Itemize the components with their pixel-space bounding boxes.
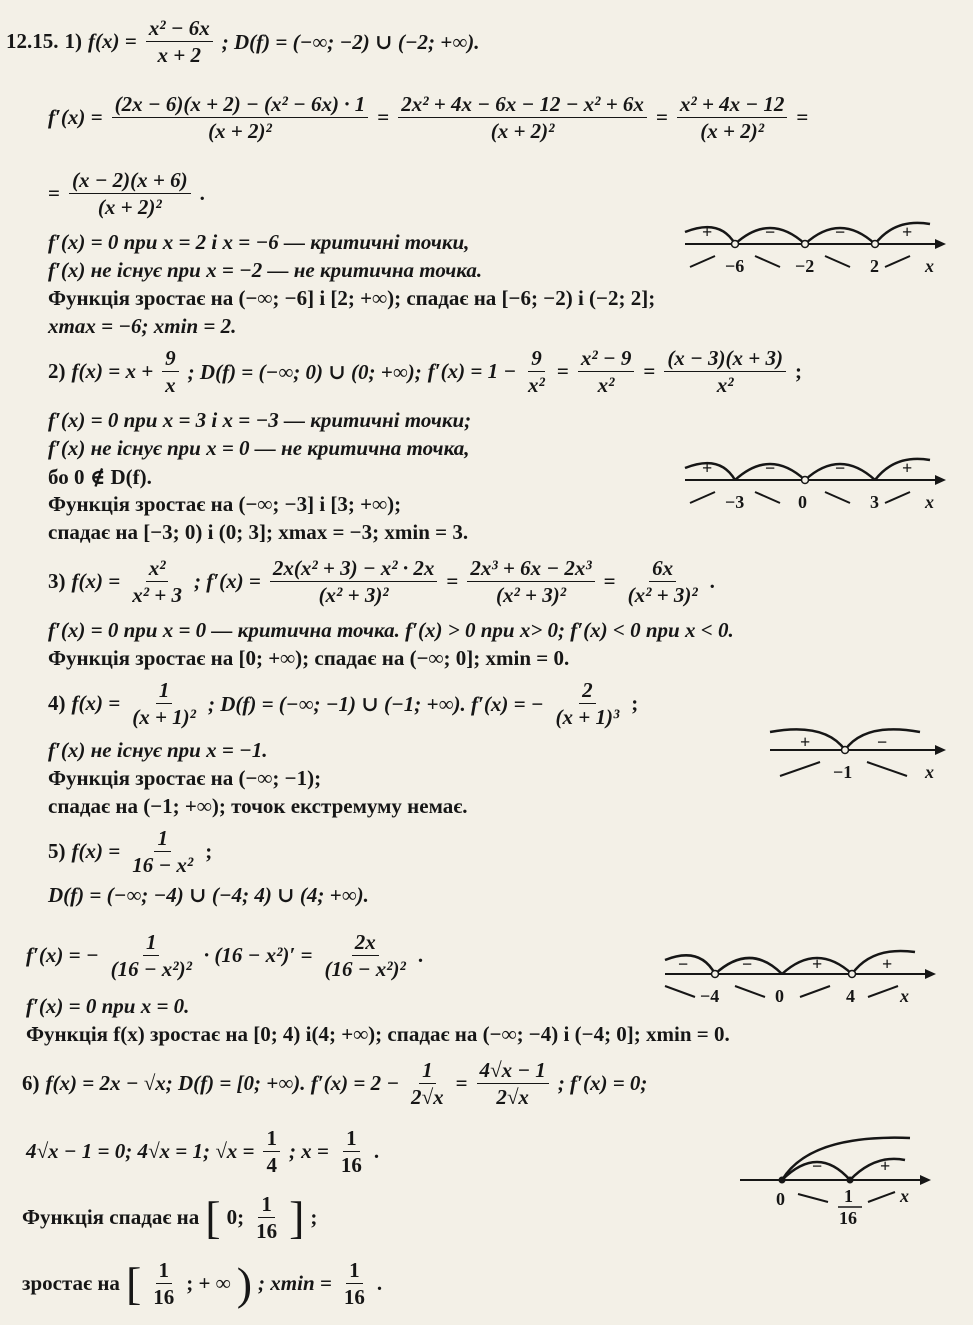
part1-factored: = $\frac{(x - 2)(x + 6)}{\text{(x + 2)²}}$ . <box>48 168 205 220</box>
part4-decrease: спадає на (−1; +∞); точок екстремуму немає. <box>48 794 468 818</box>
svg-text:−3: −3 <box>725 492 745 512</box>
svg-text:−: − <box>678 954 689 974</box>
svg-text:−4: −4 <box>700 986 720 1006</box>
sign-diagram-5 <box>660 942 950 1012</box>
part4-header: 4) f(x) = $\frac{1}{\text{(x + 1)²}}$ ; D(f) = (−∞; −1) ∪ (−1; +∞). f′(x) = − $\frac{2}{\text{(x + 1)³}}$ ; <box>48 678 639 730</box>
svg-text:+: + <box>702 458 713 478</box>
part4-increase: Функція зростає на (−∞; −1); <box>48 766 322 790</box>
svg-text:0: 0 <box>775 986 784 1006</box>
sign-diagram-1 <box>680 212 950 282</box>
svg-text:−: − <box>877 732 888 752</box>
svg-text:−: − <box>812 1156 823 1176</box>
sign-1-1: + <box>702 222 713 242</box>
svg-text:−: − <box>835 458 846 478</box>
part1-label: 1) <box>64 29 82 54</box>
svg-text:+: + <box>882 954 893 974</box>
part5-monotonic: Функція f(x) зростає на [0; 4) і(4; +∞); спадає на (−∞; −4) і (−4; 0]; xmin = 0. <box>26 1022 730 1046</box>
sign-1-4: + <box>902 222 913 242</box>
part3-monotonic: Функція зростає на [0; +∞); спадає на (−∞; 0]; xmin = 0. <box>48 646 570 670</box>
svg-text:x: x <box>925 492 934 512</box>
axis-1-label-2: −2 <box>795 256 815 276</box>
part2-increase: Функція зростає на (−∞; −3] і [3; +∞); <box>48 492 402 516</box>
svg-text:0: 0 <box>776 1189 785 1209</box>
sign-diagram-2 <box>680 448 950 518</box>
svg-text:−: − <box>765 458 776 478</box>
part1-header: 12.15. 1) f(x) = $\frac{\text{x² − 6x}}{x + 2}$ ; D(f) = (−∞; −2) ∪ (−2; +∞). <box>6 16 480 68</box>
part6-header: 6) f(x) = 2x − √x; D(f) = [0; +∞). f′(x) = 2 − $\frac{1}{2√x}$ = $\frac{4√x - 1}{2√x}$ ; f′(x) = 0; <box>22 1058 648 1110</box>
svg-text:+: + <box>902 458 913 478</box>
part1-critical: f′(x) = 0 при x = 2 і x = −6 — критичні точки, <box>48 230 470 254</box>
problem-number: 12.15. <box>6 29 59 54</box>
axis-1-label-1: −6 <box>725 256 745 276</box>
part2-decrease: спадає на [−3; 0) і (0; 3]; xmax = −3; xmin = 3. <box>48 520 469 544</box>
svg-text:4: 4 <box>846 986 855 1006</box>
part6-solve: 4√x − 1 = 0; 4√x = 1; √x = $\frac{1}{4}$ ; x = $\frac{1}{16}$ . <box>26 1126 380 1178</box>
sign-diagram-6 <box>740 1130 950 1230</box>
svg-text:0: 0 <box>798 492 807 512</box>
axis-1-label-x: x <box>925 256 934 276</box>
part5-critical: f′(x) = 0 при x = 0. <box>26 994 190 1018</box>
part2-because: бо 0 ∉ D(f). <box>48 465 152 489</box>
sign-diagram-4 <box>765 718 950 788</box>
part1-monotonic: Функція зростає на (−∞; −6] і [2; +∞); спадає на [−6; −2) і (−2; 2]; <box>48 286 656 310</box>
part3-header: 3) f(x) = $\frac{\text{x²}}{\text{x² + 3}}$ ; f′(x) = $\frac{\text{2x(x² + 3) − x² · 2x}}{\text{(x² + 3)²}}$ = $\frac{\text{2x³ + 6x − 2x³}}{\text{(x² + 3)²}}$ = $\frac{6x}{\text{(x² + 3)²}}$ . <box>48 556 715 608</box>
svg-text:x: x <box>925 762 934 782</box>
part1-derivative: f′(x) = $\frac{\text{(2x − 6)(x + 2) − (x² − 6x) · 1}}{\text{(x + 2)²}}$ = $\frac{\text{2x² + 4x − 6x − 12 − x² + 6x}}{\text{(x + 2)²}}$ = $\frac{\text{x² + 4x − 12}}{\text{(x + 2)²}}$ = <box>48 92 809 144</box>
svg-text:x: x <box>900 1186 909 1206</box>
sign-1-3: − <box>835 222 846 242</box>
axis-1-label-3: 2 <box>870 256 879 276</box>
part2-critical: f′(x) = 0 при x = 3 і x = −3 — критичні точки; <box>48 408 472 432</box>
part2-noexist: f′(x) не існує при x = 0 — не критична точка, <box>48 436 470 460</box>
svg-text:1: 1 <box>844 1186 853 1206</box>
svg-text:+: + <box>880 1156 891 1176</box>
svg-text:+: + <box>800 732 811 752</box>
svg-text:+: + <box>812 954 823 974</box>
part2-header: 2) f(x) = x + $\frac{9}{x}$ ; D(f) = (−∞; 0) ∪ (0; +∞); f′(x) = 1 − $\frac{9}{\text{x²}}$ = $\frac{\text{x² − 9}}{\text{x²}}$ = $\frac{(x - 3)(x + 3)}{\text{x²}}$ ; <box>48 346 802 398</box>
svg-text:x: x <box>900 986 909 1006</box>
part5-header: 5) f(x) = $\frac{1}{\text{16 − x²}}$ ; <box>48 826 213 878</box>
part4-noexist: f′(x) не існує при x = −1. <box>48 738 268 762</box>
svg-text:−1: −1 <box>833 762 853 782</box>
part1-extrema: xmax = −6; xmin = 2. <box>48 314 237 338</box>
part3-critical: f′(x) = 0 при x = 0 — критична точка. f′(x) > 0 при x> 0; f′(x) < 0 при x < 0. <box>48 618 734 642</box>
part6-decrease: Функція спадає на [ 0; $\frac{1}{16}$ ] ; <box>22 1191 318 1244</box>
svg-text:3: 3 <box>870 492 879 512</box>
part5-domain: D(f) = (−∞; −4) ∪ (−4; 4) ∪ (4; +∞). <box>48 883 369 907</box>
sign-1-2: − <box>765 222 776 242</box>
part1-noexist: f′(x) не існує при x = −2 — не критична точка. <box>48 258 483 282</box>
part5-derivative: f′(x) = − $\frac{1}{\text{(16 − x²)²}}$ · (16 − x²)′ = $\frac{2x}{\text{(16 − x²)²}}$ . <box>26 930 424 982</box>
svg-text:16: 16 <box>839 1208 857 1228</box>
svg-text:−: − <box>742 954 753 974</box>
part6-increase: зростає на [ $\frac{1}{16}$ ; + ∞ ) ; xmin = $\frac{1}{16}$ . <box>22 1257 383 1310</box>
